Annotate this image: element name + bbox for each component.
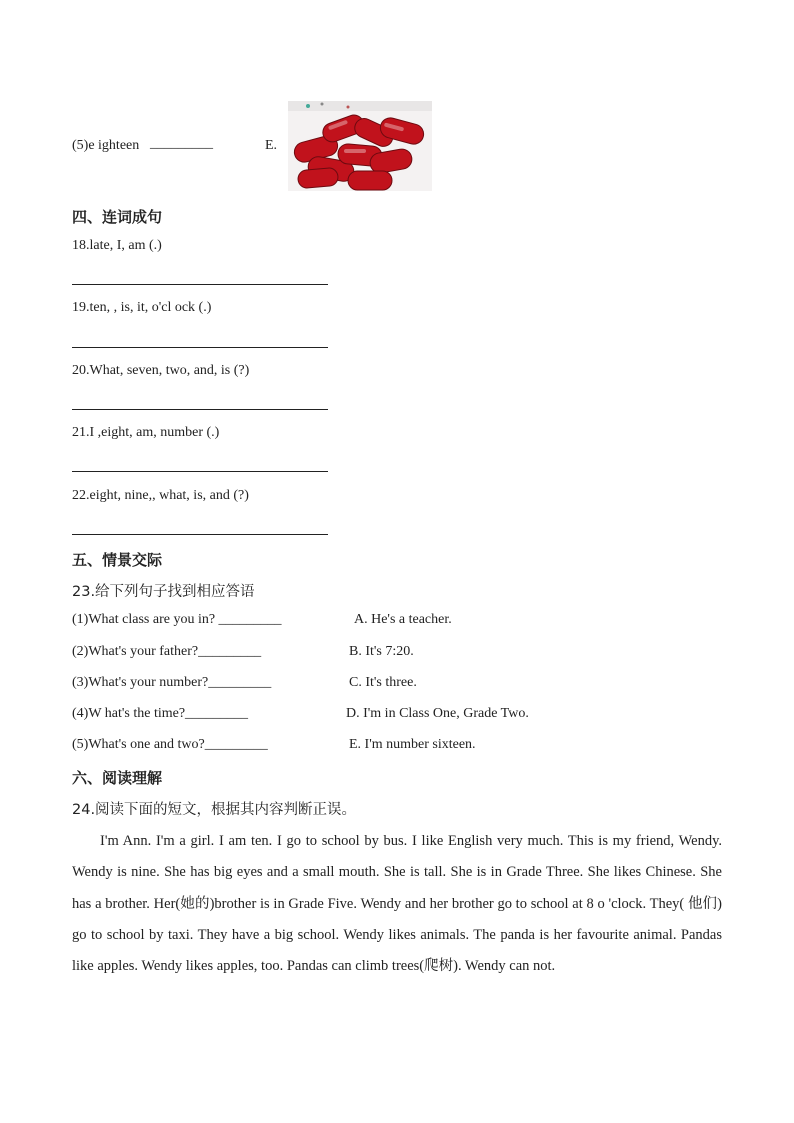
sentence-item-18: 18.late, I, am (.) xyxy=(72,238,162,253)
sentence-item-21: 21.I ,eight, am, number (.) xyxy=(72,425,220,440)
dialog-answer-d: D. I'm in Class One, Grade Two. xyxy=(346,706,529,721)
match-item-5-label: (5)e ighteen xyxy=(72,138,140,153)
answer-line-19[interactable] xyxy=(72,347,328,348)
section4-title: 四、连词成句 xyxy=(72,208,163,226)
section5-title: 五、情景交际 xyxy=(72,551,163,569)
sentence-item-19: 19.ten, , is, it, o'cl ock (.) xyxy=(72,300,212,315)
dialog-answer-a: A. He's a teacher. xyxy=(354,612,452,627)
match-item-5-option: E. xyxy=(265,138,278,153)
reading-passage-text: I'm Ann. I'm a girl. I am ten. I go to school by bus. I like English very much. This is my friend, Wendy. Wendy is nine. She has big eyes and a small mouth. She is tall. She is in Grade Three. She likes Chinese. She has a brother. Her(她的)brother is in Grade Five. Wendy and her brother go to school at 8 o 'clock. They( 他们) go to school by taxi. They have a big school. Wendy likes animals. The panda is her favourite animal. Pandas like apples. Wendy likes apples, too. Pandas can climb trees(爬树). Wendy can not. xyxy=(72,833,722,975)
section6-title: 六、阅读理解 xyxy=(72,769,163,787)
dialog-question-4: (4)W hat's the time?_________ xyxy=(72,706,249,721)
answer-line-20[interactable] xyxy=(72,409,328,410)
match-item-5-blank[interactable]: _________ xyxy=(150,136,213,151)
answer-line-18[interactable] xyxy=(72,284,328,285)
dialog-question-3: (3)What's your number?_________ xyxy=(72,675,272,690)
sentence-item-22: 22.eight, nine,, what, is, and (?) xyxy=(72,488,249,503)
answer-line-21[interactable] xyxy=(72,471,328,472)
dialog-question-5: (5)What's one and two?_________ xyxy=(72,737,268,752)
reading-passage xyxy=(72,826,722,982)
dialog-answer-c: C. It's three. xyxy=(349,675,417,690)
dialog-answer-e: E. I'm number sixteen. xyxy=(349,737,476,752)
answer-line-22[interactable] xyxy=(72,534,328,535)
section6-instruction: 24.阅读下面的短文，根据其内容判断正误。 xyxy=(72,802,357,818)
dialog-question-1: (1)What class are you in? _________ xyxy=(72,612,282,627)
dialog-answer-b: B. It's 7:20. xyxy=(349,644,414,659)
sentence-item-20: 20.What, seven, two, and, is (?) xyxy=(72,363,250,378)
red-capsules-image xyxy=(288,101,432,191)
dialog-question-2: (2)What's your father?_________ xyxy=(72,644,262,659)
section5-instruction: 23.给下列句子找到相应答语 xyxy=(72,584,255,600)
